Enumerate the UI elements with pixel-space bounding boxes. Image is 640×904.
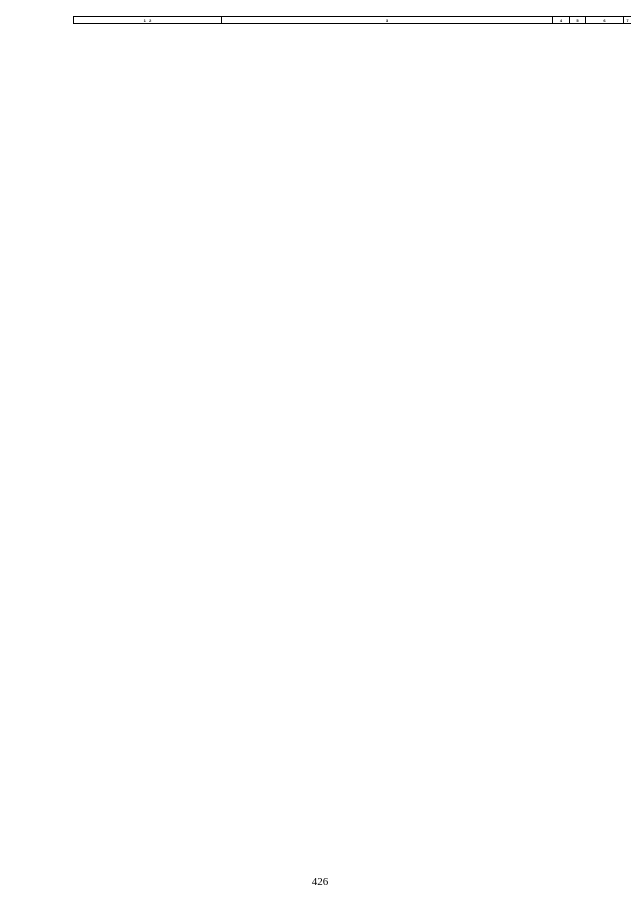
col-header-work-type: 3 — [222, 17, 553, 24]
works-table — [73, 16, 631, 24]
col-header-year-repair: 5 — [570, 17, 586, 24]
col-header-2: 2 — [149, 17, 152, 23]
header-row — [74, 17, 632, 24]
page-number: 426 — [311, 876, 329, 888]
col-header-year-built: 4 — [553, 17, 570, 24]
col-header-1: 1 — [143, 17, 146, 23]
table-container — [73, 16, 631, 874]
col-header-note: 7 — [624, 17, 632, 24]
col-header-number-address — [74, 17, 222, 24]
col-header-period: 6 — [586, 17, 624, 24]
